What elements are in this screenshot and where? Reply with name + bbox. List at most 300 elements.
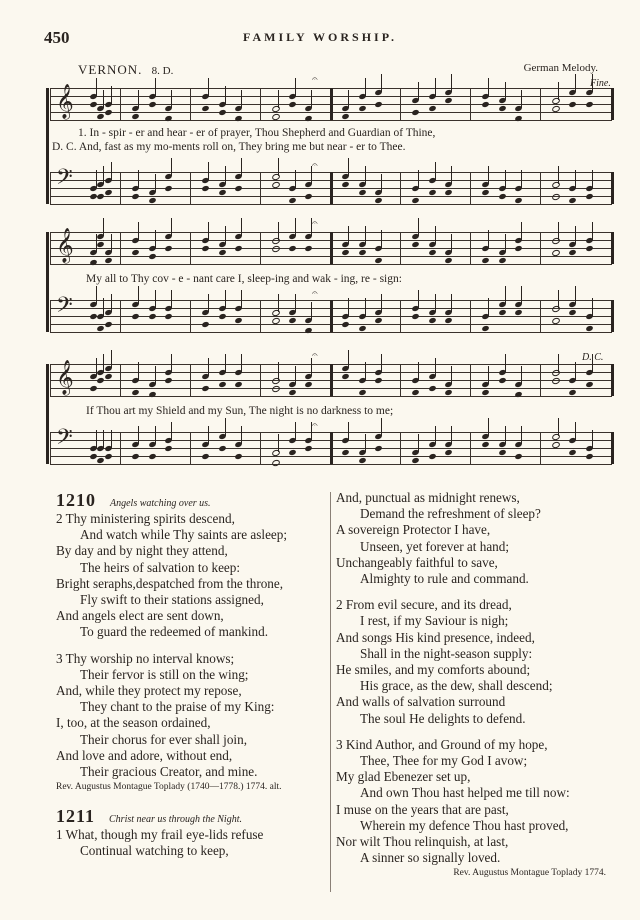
note-head xyxy=(428,105,436,112)
dc-mark: D. C. xyxy=(582,352,604,363)
note-head xyxy=(358,325,366,332)
verse-line: 2 From evil secure, and its dread, xyxy=(336,597,512,613)
note-head xyxy=(551,377,561,385)
bar-line xyxy=(470,364,471,396)
hymn-subtitle: Angels watching over us. xyxy=(110,498,211,509)
note-stem xyxy=(381,74,382,92)
hymn-subtitle: Christ near us through the Night. xyxy=(109,814,242,826)
verse-line: Unchangeably faithful to save, xyxy=(336,554,498,570)
note-stem xyxy=(365,362,366,380)
verse-line: Thee, Thee for my God I avow; xyxy=(360,753,528,769)
note-stem xyxy=(505,426,506,444)
note-head xyxy=(131,193,139,200)
note-head xyxy=(97,325,105,332)
column-divider xyxy=(330,492,331,892)
bar-line xyxy=(470,172,471,204)
note-stem xyxy=(418,434,419,452)
note-stem xyxy=(558,166,559,184)
note-stem xyxy=(208,222,209,240)
running-title: FAMILY WORSHIP. xyxy=(243,30,397,44)
note-stem xyxy=(311,90,312,108)
note-head xyxy=(428,317,436,324)
verse-line: Wherein my defence Thou hast proved, xyxy=(360,817,569,833)
note-stem xyxy=(295,422,296,440)
note-head xyxy=(585,453,593,460)
note-stem xyxy=(348,298,349,316)
note-head xyxy=(481,325,489,332)
note-head xyxy=(148,197,156,204)
bar-line xyxy=(190,432,191,464)
note-stem xyxy=(348,226,349,244)
note-head xyxy=(358,457,366,464)
note-head xyxy=(305,245,313,252)
note-head xyxy=(131,453,139,460)
hymn-1210-stanza-3 xyxy=(56,651,326,781)
note-stem xyxy=(435,78,436,96)
verse-line: Demand the refreshment of sleep? xyxy=(360,506,541,522)
note-head xyxy=(568,197,576,204)
note-stem xyxy=(278,434,279,452)
note-stem xyxy=(171,422,172,440)
note-head xyxy=(288,245,296,252)
note-head xyxy=(288,101,296,108)
note-stem xyxy=(111,430,112,448)
note-stem xyxy=(225,418,226,436)
page-header xyxy=(0,28,640,48)
note-head xyxy=(375,257,383,264)
note-stem xyxy=(418,82,419,100)
verse-line: My glad Ebenezer set up, xyxy=(336,769,471,785)
verse-line: And, punctual as midnight renews, xyxy=(336,490,520,505)
bar-line xyxy=(330,300,333,332)
note-head xyxy=(411,457,419,464)
note-head xyxy=(218,381,226,388)
bar-line xyxy=(470,88,471,120)
note-head xyxy=(288,449,296,456)
verse-line: A sinner so signally loved. xyxy=(360,850,501,866)
note-stem xyxy=(278,158,279,176)
note-head xyxy=(585,381,593,388)
note-stem xyxy=(171,290,172,308)
bar-line xyxy=(400,364,401,396)
note-stem xyxy=(575,286,576,304)
note-head xyxy=(201,321,209,328)
note-stem xyxy=(521,90,522,108)
note-stem xyxy=(488,166,489,184)
note-stem xyxy=(488,366,489,384)
note-stem xyxy=(295,78,296,96)
verse-line: I muse on the years that are past, xyxy=(336,801,509,817)
bar-line xyxy=(400,172,401,204)
system-brace xyxy=(46,232,49,332)
staff-line xyxy=(50,120,612,121)
fine-mark: Fine. xyxy=(590,78,611,89)
note-head xyxy=(271,459,281,467)
hymn-1211-stanza-3 xyxy=(336,737,626,867)
note-stem xyxy=(381,174,382,192)
verse-line: Fly swift to their stations assigned, xyxy=(80,592,264,608)
note-head xyxy=(375,197,383,204)
note-head xyxy=(148,101,156,108)
note-head xyxy=(428,189,436,196)
note-head xyxy=(271,237,281,245)
verse-line: 1 What, though my frail eye-lids refuse xyxy=(56,827,264,843)
system-brace xyxy=(46,364,49,464)
bar-line xyxy=(611,232,614,264)
note-stem xyxy=(225,166,226,184)
note-head xyxy=(515,309,523,316)
note-stem xyxy=(365,78,366,96)
verse-line: The soul He delights to defend. xyxy=(360,710,526,726)
verse-line: And, while they protect my repose, xyxy=(56,683,242,699)
bar-line xyxy=(540,172,541,204)
note-head xyxy=(375,377,383,384)
note-head xyxy=(341,249,349,256)
verse-line: He smiles, and my comforts abound; xyxy=(336,662,531,678)
note-stem xyxy=(155,78,156,96)
note-stem xyxy=(365,434,366,452)
note-head xyxy=(358,249,366,256)
staff-line xyxy=(50,264,612,265)
note-stem xyxy=(451,366,452,384)
note-head xyxy=(104,109,112,116)
note-stem xyxy=(435,358,436,376)
note-head xyxy=(568,389,576,396)
bar-line xyxy=(400,300,401,332)
bar-line xyxy=(50,432,51,464)
note-stem xyxy=(241,426,242,444)
note-head xyxy=(104,257,112,264)
note-head xyxy=(305,445,313,452)
note-head xyxy=(104,321,112,328)
verse-line: To guard the redeemed of mankind. xyxy=(80,624,269,640)
fermata-icon: 𝄐 xyxy=(312,160,318,171)
note-head xyxy=(288,197,296,204)
bar-line xyxy=(260,88,261,120)
lyric-line: If Thou art my Shield and my Sun, The night is no darkness to me; xyxy=(86,405,394,417)
note-stem xyxy=(451,426,452,444)
bar-line xyxy=(260,364,261,396)
treble-staff xyxy=(50,218,612,264)
bar-line xyxy=(540,232,541,264)
note-head xyxy=(411,197,419,204)
note-stem xyxy=(488,78,489,96)
note-stem xyxy=(488,298,489,316)
bar-line xyxy=(540,300,541,332)
note-stem xyxy=(418,290,419,308)
verse-line: By day and by night they attend, xyxy=(56,543,228,559)
bar-line xyxy=(190,364,191,396)
verse-line: Shall in the night-season supply: xyxy=(360,645,533,661)
note-stem xyxy=(575,226,576,244)
note-stem xyxy=(505,82,506,100)
verse-line: And walls of salvation surround xyxy=(336,694,506,710)
note-stem xyxy=(225,354,226,372)
bar-line xyxy=(260,300,261,332)
verse-line: A sovereign Protector I have, xyxy=(336,522,491,538)
note-stem xyxy=(155,230,156,248)
note-stem xyxy=(592,222,593,240)
hymn-credit: Rev. Augustus Montague Toplady 1774. xyxy=(453,868,606,879)
note-stem xyxy=(575,422,576,440)
note-stem xyxy=(488,230,489,248)
note-head xyxy=(411,313,419,320)
note-head xyxy=(498,377,506,384)
bar-line xyxy=(540,88,541,120)
note-head xyxy=(551,237,561,245)
note-stem xyxy=(295,170,296,188)
bass-staff xyxy=(50,420,612,464)
note-head xyxy=(481,257,489,264)
note-head xyxy=(89,385,97,392)
bar-line xyxy=(540,432,541,464)
note-stem xyxy=(435,294,436,312)
hymn-1211-stanza-1-start xyxy=(56,827,326,859)
note-stem xyxy=(451,234,452,252)
note-stem xyxy=(155,174,156,192)
note-head xyxy=(218,109,226,116)
note-head xyxy=(445,257,453,264)
hymn-1211-stanza-2 xyxy=(336,597,626,727)
note-stem xyxy=(381,294,382,312)
verse-line: Nor wilt Thou relinquish, at last, xyxy=(336,834,509,850)
note-head xyxy=(568,309,576,316)
note-head xyxy=(375,101,383,108)
note-head xyxy=(445,189,453,196)
verse-line: His grace, as the dew, shall descend; xyxy=(360,678,553,694)
note-head xyxy=(131,113,139,120)
note-stem xyxy=(278,362,279,380)
note-head xyxy=(201,185,209,192)
note-stem xyxy=(592,298,593,316)
note-head xyxy=(375,445,383,452)
music-system-2 xyxy=(50,218,612,337)
verse-line: And watch while Thy saints are asleep; xyxy=(80,527,288,543)
note-stem xyxy=(225,290,226,308)
bar-line xyxy=(120,172,121,204)
bass-clef-icon: 𝄢 xyxy=(56,165,73,194)
verse-line: And own Thou hast helped me till now: xyxy=(360,785,570,801)
music-system-1 xyxy=(50,74,612,208)
bar-line xyxy=(120,300,121,332)
verse-line: I rest, if my Saviour is nigh; xyxy=(360,613,509,629)
note-head xyxy=(481,441,489,448)
bar-line xyxy=(50,364,51,396)
staff-line xyxy=(50,204,612,205)
note-stem xyxy=(225,226,226,244)
page-number: 450 xyxy=(44,28,70,47)
note-head xyxy=(445,317,453,324)
note-stem xyxy=(208,294,209,312)
note-stem xyxy=(171,90,172,108)
note-stem xyxy=(451,166,452,184)
note-stem xyxy=(521,426,522,444)
verse-line: Bright seraphs,despatched from the throne, xyxy=(56,575,284,591)
note-stem xyxy=(171,158,172,176)
bar-line xyxy=(470,232,471,264)
bar-line xyxy=(190,88,191,120)
bar-line xyxy=(400,432,401,464)
note-head xyxy=(288,389,296,396)
note-head xyxy=(515,197,523,204)
note-head xyxy=(568,449,576,456)
treble-clef-icon: 𝄞 xyxy=(56,229,74,262)
note-stem xyxy=(111,86,112,104)
note-head xyxy=(97,241,105,248)
note-head xyxy=(97,457,105,464)
bar-line xyxy=(190,232,191,264)
bar-line xyxy=(50,232,51,264)
note-head xyxy=(288,317,296,324)
note-head xyxy=(428,453,436,460)
note-stem xyxy=(521,170,522,188)
bass-clef-icon: 𝄢 xyxy=(56,293,73,322)
hymn-number: 1210 xyxy=(56,490,96,510)
bar-line xyxy=(540,364,541,396)
verse-line: Their fervor is still on the wing; xyxy=(80,666,249,682)
note-head xyxy=(271,377,281,385)
bar-line xyxy=(330,172,333,204)
note-head xyxy=(515,245,523,252)
note-stem xyxy=(558,222,559,240)
note-stem xyxy=(103,430,104,448)
verse-line: Their chorus for ever shall join, xyxy=(80,731,247,747)
note-stem xyxy=(225,86,226,104)
bar-line xyxy=(120,432,121,464)
hymn-1211-stanza-1-cont xyxy=(336,490,626,587)
note-head xyxy=(201,245,209,252)
verse-line: Almighty to rule and command. xyxy=(360,571,529,587)
note-head xyxy=(341,449,349,456)
note-head xyxy=(305,381,313,388)
note-head xyxy=(411,109,419,116)
note-stem xyxy=(111,294,112,312)
note-head xyxy=(481,389,489,396)
note-stem xyxy=(451,74,452,92)
note-stem xyxy=(505,354,506,372)
note-stem xyxy=(558,418,559,436)
note-stem xyxy=(295,218,296,236)
note-head xyxy=(551,193,561,201)
note-head xyxy=(551,305,561,313)
note-stem xyxy=(111,350,112,368)
treble-clef-icon: 𝄞 xyxy=(56,361,74,394)
note-head xyxy=(445,97,453,104)
note-stem xyxy=(521,222,522,240)
note-head xyxy=(131,313,139,320)
note-stem xyxy=(348,158,349,176)
note-stem xyxy=(381,354,382,372)
note-stem xyxy=(348,422,349,440)
bar-line xyxy=(400,232,401,264)
note-head xyxy=(341,321,349,328)
bar-line xyxy=(611,88,614,120)
bar-line xyxy=(470,432,471,464)
note-head xyxy=(97,113,105,120)
note-head xyxy=(551,369,561,377)
note-stem xyxy=(505,170,506,188)
note-head xyxy=(271,385,281,393)
bar-line xyxy=(120,88,121,120)
note-head xyxy=(201,105,209,112)
note-head xyxy=(358,105,366,112)
note-head xyxy=(515,453,523,460)
bar-line xyxy=(611,172,614,204)
note-head xyxy=(165,377,173,384)
note-stem xyxy=(155,366,156,384)
note-stem xyxy=(208,426,209,444)
bar-line xyxy=(260,232,261,264)
note-stem xyxy=(96,430,97,448)
note-head xyxy=(218,313,226,320)
bar-line xyxy=(50,88,51,120)
verse-line: 2 Thy ministering spirits descend, xyxy=(56,511,235,526)
note-head xyxy=(235,317,243,324)
note-head xyxy=(428,385,436,392)
system-brace xyxy=(46,88,49,204)
bar-line xyxy=(400,88,401,120)
verse-line: 3 Kind Author, and Ground of my hope, xyxy=(336,736,548,752)
note-head xyxy=(305,193,313,200)
note-head xyxy=(131,249,139,256)
note-head xyxy=(104,189,112,196)
verse-line: Continual watching to keep, xyxy=(80,843,229,859)
fermata-icon: 𝄐 xyxy=(312,350,318,361)
tune-meter: 8. D. xyxy=(151,65,174,77)
bass-staff xyxy=(50,160,612,204)
bar-line xyxy=(120,364,121,396)
note-head xyxy=(498,257,506,264)
treble-clef-icon: 𝄞 xyxy=(56,85,74,118)
left-column xyxy=(56,490,326,860)
bar-line xyxy=(611,300,614,332)
note-stem xyxy=(138,286,139,304)
note-stem xyxy=(208,162,209,180)
note-head xyxy=(568,249,576,256)
note-stem xyxy=(381,418,382,436)
note-stem xyxy=(171,218,172,236)
lyric-line: D. C. And, fast as my mo-ments roll on, They bring me but near - er to Thee. xyxy=(52,141,406,153)
note-stem xyxy=(208,78,209,96)
note-stem xyxy=(592,430,593,448)
note-stem xyxy=(435,162,436,180)
note-head xyxy=(218,249,226,256)
hymn-1211-heading xyxy=(56,806,326,827)
note-stem xyxy=(418,170,419,188)
note-head xyxy=(568,101,576,108)
note-stem xyxy=(241,290,242,308)
bar-line xyxy=(260,432,261,464)
note-head xyxy=(165,313,173,320)
verse-line: Their gracious Creator, and mine. xyxy=(80,764,258,780)
note-stem xyxy=(558,82,559,100)
note-stem xyxy=(592,170,593,188)
note-head xyxy=(428,249,436,256)
verse-line: And love and adore, without end, xyxy=(56,747,233,763)
lyric-line: My all to Thy cov - e - nant care I, sleep-ing and wak - ing, re - sign: xyxy=(86,273,402,285)
note-head xyxy=(585,193,593,200)
note-stem xyxy=(155,290,156,308)
note-head xyxy=(235,381,243,388)
note-head xyxy=(131,389,139,396)
note-head xyxy=(235,453,243,460)
staff-line xyxy=(50,332,612,333)
note-stem xyxy=(575,362,576,380)
staff-line xyxy=(50,464,612,465)
bar-line xyxy=(190,300,191,332)
note-stem xyxy=(278,222,279,240)
tune-heading xyxy=(78,62,598,78)
